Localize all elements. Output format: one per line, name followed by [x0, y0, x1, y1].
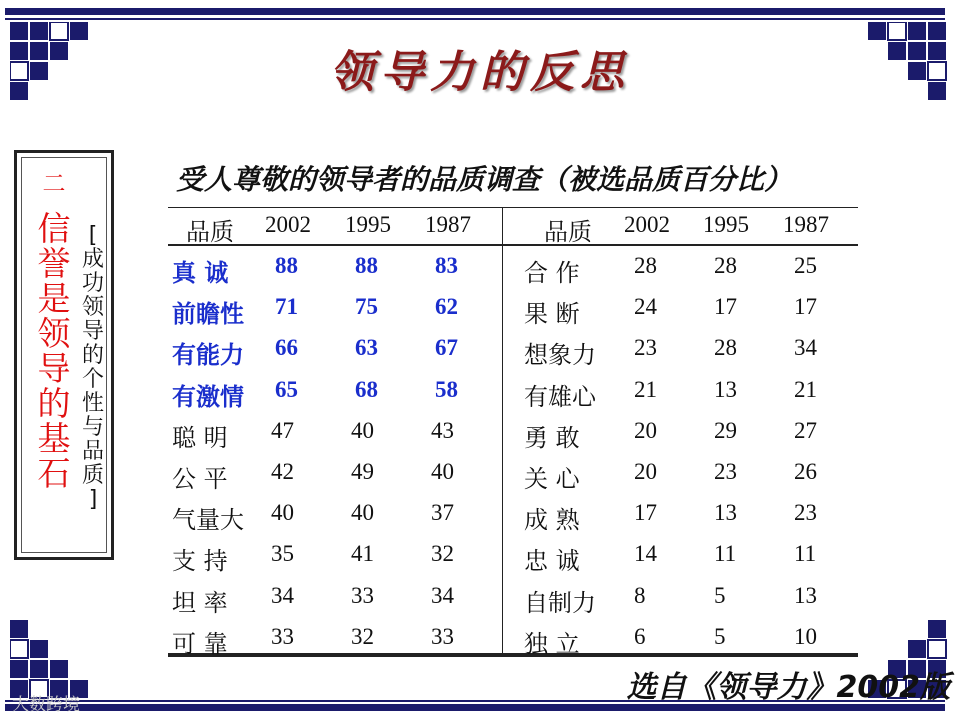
- value-1987: 83: [435, 253, 458, 278]
- value-2002: 34: [271, 582, 294, 608]
- value-1987: 67: [435, 335, 458, 361]
- sidebar-note-char: 导: [81, 319, 104, 344]
- sidebar-heading-char: 导: [37, 349, 71, 388]
- header-cell: 2002: [265, 212, 311, 237]
- value-1995: 28: [714, 335, 737, 361]
- value-2002: 35: [271, 541, 294, 567]
- quality-label: 有雄心: [524, 382, 596, 411]
- table-subtitle: 受人尊敬的领导者的品质调查（被选品质百分比）: [176, 163, 793, 196]
- header-cell: 品质: [186, 218, 234, 246]
- value-1987: 11: [794, 541, 817, 567]
- header-cell: 1987: [425, 212, 471, 237]
- value-1987: 33: [431, 623, 454, 649]
- header-cell: 2002: [624, 212, 670, 237]
- value-1987: 58: [435, 376, 458, 402]
- source-note: 选自《领导力》2002版: [626, 670, 950, 705]
- value-1995: 49: [351, 459, 374, 484]
- top-border-thin: [5, 18, 945, 20]
- corner-pattern-bottom-left: [10, 620, 90, 700]
- sidebar-heading-char: 信: [37, 209, 71, 248]
- value-2002: 20: [634, 417, 657, 443]
- watermark: 大数跨境: [12, 695, 80, 715]
- value-1995: 11: [714, 541, 737, 567]
- sidebar-number: 二: [42, 171, 66, 196]
- value-1987: 13: [794, 582, 817, 608]
- value-1987: 17: [794, 294, 817, 320]
- header-cell: 1995: [345, 212, 391, 237]
- value-1995: 5: [714, 623, 726, 649]
- value-1995: 17: [714, 294, 737, 320]
- sidebar-inner-border: [21, 157, 107, 553]
- sidebar-note-char: 的: [81, 343, 104, 368]
- value-2002: 6: [634, 623, 646, 649]
- quality-label: 公 平: [172, 465, 228, 493]
- value-1995: 13: [714, 376, 737, 402]
- value-1995: 88: [355, 253, 378, 278]
- sidebar-heading-char: 是: [37, 279, 71, 318]
- value-2002: 71: [275, 294, 298, 320]
- value-1995: 40: [351, 417, 374, 443]
- value-1995: 40: [351, 500, 374, 526]
- value-1995: 28: [714, 253, 737, 278]
- sidebar-note-char: [: [88, 223, 98, 248]
- value-1987: 32: [431, 541, 454, 567]
- header-cell: 1987: [783, 212, 829, 237]
- quality-label: 气量大: [172, 506, 244, 535]
- value-2002: 42: [271, 459, 294, 484]
- quality-label: 果 断: [524, 300, 580, 329]
- value-2002: 47: [271, 417, 294, 443]
- slide-title: 领导力的反思: [330, 47, 630, 98]
- value-1987: 43: [431, 417, 454, 443]
- value-2002: 17: [634, 500, 657, 526]
- sidebar-note-char: 性: [81, 391, 104, 416]
- header-cell: 1995: [703, 212, 749, 237]
- sidebar-note-char: ]: [88, 487, 98, 512]
- quality-label: 支 持: [172, 547, 228, 576]
- table-bottom-rule: [168, 653, 858, 657]
- value-1995: 63: [355, 335, 378, 361]
- sidebar-note-char: 品: [81, 439, 104, 464]
- sidebar-heading-char: 领: [37, 314, 71, 353]
- value-1987: 25: [794, 253, 817, 278]
- value-1995: 29: [714, 417, 737, 443]
- quality-label: 想象力: [524, 341, 596, 370]
- value-1995: 75: [355, 294, 378, 320]
- quality-label: 成 熟: [524, 506, 580, 535]
- sidebar-heading: [36, 166, 72, 491]
- sidebar-note-char: 功: [81, 271, 104, 296]
- value-2002: 14: [634, 541, 657, 567]
- quality-label: 合 作: [524, 259, 580, 287]
- sidebar-heading-char: 的: [37, 384, 71, 423]
- value-1987: 37: [431, 500, 454, 526]
- quality-label: 勇 敢: [524, 423, 580, 452]
- sidebar-note-char: 领: [81, 295, 104, 320]
- top-border-thick: [5, 8, 945, 15]
- survey-table: [168, 207, 858, 660]
- quality-label: 忠 诚: [524, 547, 580, 576]
- value-2002: 20: [634, 459, 657, 484]
- value-2002: 28: [634, 253, 657, 278]
- quality-label: 可 靠: [172, 629, 228, 658]
- value-1987: 26: [794, 459, 817, 484]
- quality-label: 坦 率: [172, 588, 228, 617]
- value-1995: 23: [714, 459, 737, 484]
- value-1987: 27: [794, 417, 817, 443]
- value-1987: 40: [431, 459, 454, 484]
- sidebar-note-char: 个: [81, 367, 104, 392]
- sidebar-note-char: 成: [81, 247, 104, 272]
- table-header-rule: [168, 244, 858, 246]
- value-1995: 41: [351, 541, 374, 567]
- value-2002: 23: [634, 335, 657, 361]
- value-1995: 13: [714, 500, 737, 526]
- value-1987: 34: [431, 582, 454, 608]
- value-1995: 33: [351, 582, 374, 608]
- table-top-rule: [168, 207, 858, 208]
- sidebar-box: [14, 150, 114, 560]
- sidebar-note-char: 质: [81, 463, 104, 488]
- value-2002: 66: [275, 335, 298, 361]
- quality-label: 有能力: [172, 341, 244, 370]
- value-2002: 8: [634, 582, 646, 608]
- value-1987: 34: [794, 335, 817, 361]
- quality-label: 自制力: [524, 588, 596, 617]
- value-2002: 21: [634, 376, 657, 402]
- value-2002: 65: [275, 376, 298, 402]
- value-2002: 33: [271, 623, 294, 649]
- sidebar-note-char: 与: [81, 415, 104, 440]
- quality-label: 关 心: [524, 465, 580, 493]
- value-2002: 24: [634, 294, 657, 320]
- value-1995: 32: [351, 623, 374, 649]
- sidebar-heading-char: 基: [37, 419, 71, 458]
- value-2002: 88: [275, 253, 298, 278]
- table-column-divider: [502, 207, 503, 653]
- value-1995: 68: [355, 376, 378, 402]
- value-2002: 40: [271, 500, 294, 526]
- sidebar-heading-char: 石: [37, 454, 71, 493]
- header-cell: 品质: [544, 218, 592, 246]
- quality-label: 有激情: [172, 382, 244, 411]
- value-1987: 10: [794, 623, 817, 649]
- sidebar-note: [78, 224, 108, 512]
- value-1987: 62: [435, 294, 458, 320]
- quality-label: 独 立: [524, 629, 580, 658]
- value-1987: 21: [794, 376, 817, 402]
- quality-label: 前瞻性: [172, 300, 244, 329]
- quality-label: 聪 明: [172, 423, 228, 452]
- quality-label: 真 诚: [172, 259, 229, 287]
- value-1987: 23: [794, 500, 817, 526]
- value-1995: 5: [714, 582, 726, 608]
- sidebar-heading-char: 誉: [37, 244, 71, 283]
